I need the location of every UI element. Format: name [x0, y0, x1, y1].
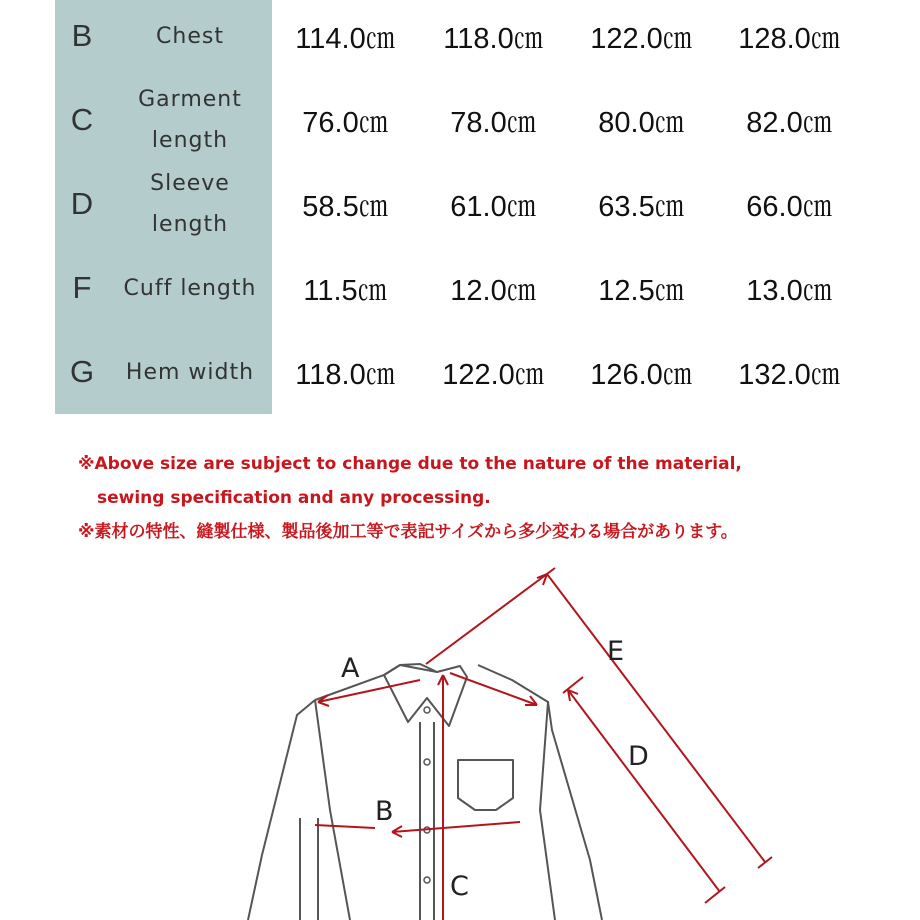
measurement-lines	[315, 568, 772, 920]
shirt-left-seam	[315, 700, 350, 920]
table-row-garment-length	[55, 78, 920, 162]
row-value: 13.0㎝	[746, 274, 832, 307]
row-value: 82.0㎝	[746, 106, 832, 139]
diagram-label-b: B	[375, 796, 394, 827]
row-value: 78.0㎝	[450, 106, 536, 139]
row-value: 118.0㎝	[443, 22, 543, 55]
shirt-pocket	[458, 760, 513, 810]
row-letter: F	[72, 270, 92, 305]
diagram-label-c: C	[450, 871, 469, 902]
row-name: Chest	[156, 23, 224, 49]
measure-e	[426, 568, 772, 868]
row-value: 114.0㎝	[295, 22, 395, 55]
row-value: 58.5㎝	[302, 190, 388, 223]
row-value: 132.0㎝	[738, 358, 840, 391]
row-value: 118.0㎝	[295, 358, 395, 391]
table-row-hem-width	[55, 330, 920, 414]
row-letter: C	[70, 102, 94, 137]
row-letter: G	[69, 354, 95, 389]
measure-c	[438, 675, 448, 920]
row-value: 122.0㎝	[590, 22, 692, 55]
diagram-label-d: D	[628, 741, 649, 772]
row-letter: B	[71, 18, 93, 53]
row-value: 12.0㎝	[450, 274, 536, 307]
table-row-chest	[55, 0, 920, 78]
table-row-sleeve-length	[55, 162, 920, 246]
row-name: Sleeve length	[150, 171, 230, 237]
table-row-cuff-length	[55, 246, 920, 330]
notice-line-english-2: sewing specification and any processing.	[97, 488, 491, 508]
shirt-buttons	[424, 707, 430, 883]
measure-d	[563, 677, 725, 903]
size-notice	[78, 447, 918, 549]
row-name: Garment length	[138, 87, 242, 153]
row-letter: D	[70, 186, 94, 221]
shirt-collar	[384, 664, 467, 726]
shirt-right-shoulder	[478, 665, 602, 920]
row-value: 122.0㎝	[442, 358, 544, 391]
row-name: Hem width	[125, 359, 255, 385]
notice-line-japanese: ※素材の特性、縫製仕様、製品後加工等で表記サイズから多少変わる場合があります。	[78, 522, 738, 542]
row-value: 63.5㎝	[598, 190, 684, 223]
row-value: 80.0㎝	[598, 106, 684, 139]
shirt-sleeve-fold	[300, 818, 318, 920]
row-value: 76.0㎝	[302, 106, 388, 139]
shirt-measurement-diagram	[0, 560, 920, 920]
shirt-left-side	[248, 700, 315, 920]
row-value: 61.0㎝	[450, 190, 536, 223]
notice-line-english-1: ※Above size are subject to change due to the nature of the material,	[78, 454, 742, 474]
shirt-placket	[420, 722, 434, 920]
row-value: 11.5㎝	[303, 274, 387, 307]
row-value: 128.0㎝	[738, 22, 840, 55]
row-value: 126.0㎝	[590, 358, 692, 391]
diagram-label-e: E	[607, 636, 625, 667]
row-name: Cuff length	[123, 275, 257, 301]
row-value: 12.5㎝	[598, 274, 684, 307]
size-table	[55, 0, 920, 414]
measure-b	[315, 822, 520, 837]
diagram-label-a: A	[341, 653, 360, 684]
row-value: 66.0㎝	[746, 190, 832, 223]
